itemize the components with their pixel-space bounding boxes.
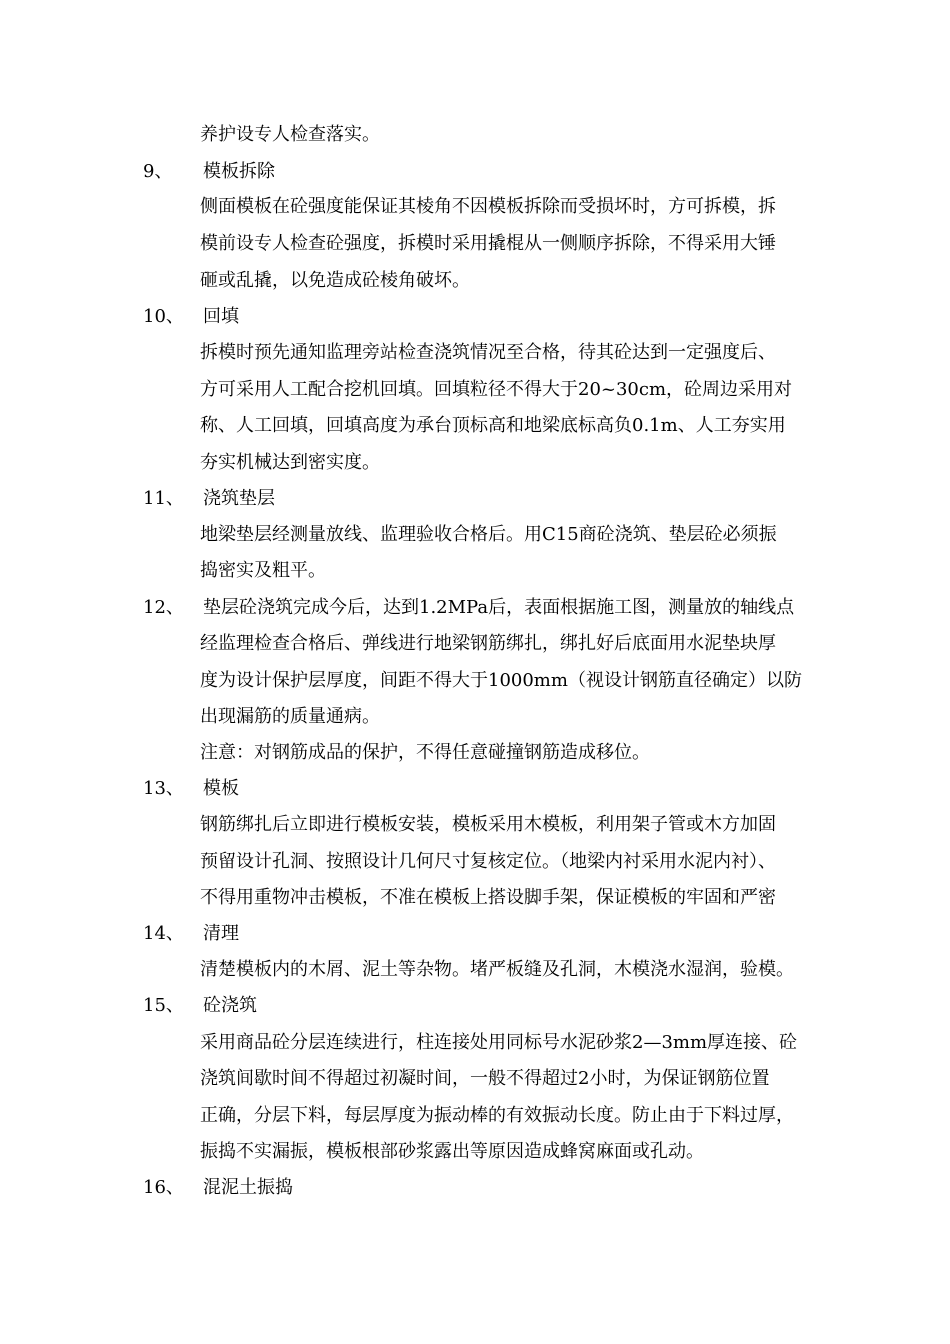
paragraph-line: 夯实机械达到密实度。 [200, 452, 380, 473]
section-number: 12、 [143, 597, 184, 618]
paragraph-line: 出现漏筋的质量通病。 [200, 706, 380, 727]
section-title: 砼浇筑 [203, 995, 257, 1016]
section-number: 16、 [143, 1177, 184, 1198]
intro-line: 养护设专人检查落实。 [200, 124, 380, 145]
section-title: 模板 [203, 778, 239, 799]
section-title: 模板拆除 [203, 161, 275, 182]
paragraph-line: 预留设计孔洞、按照设计几何尺寸复核定位。（地梁内衬采用水泥内衬）、 [200, 851, 776, 872]
section-title: 垫层砼浇筑完成今后，达到1.2MPa后，表面根据施工图，测量放的轴线点 [203, 597, 795, 618]
paragraph-line: 正确，分层下料，每层厚度为振动棒的有效振动长度。防止由于下料过厚， [200, 1105, 794, 1126]
section-number: 10、 [143, 306, 184, 327]
paragraph-line: 经监理检查合格后、弹线进行地梁钢筋绑扎，绑扎好后底面用水泥垫块厚 [200, 633, 776, 654]
paragraph-line: 侧面模板在砼强度能保证其棱角不因模板拆除而受损坏时，方可拆模，拆 [200, 196, 776, 217]
paragraph-line: 清楚模板内的木屑、泥土等杂物。堵严板缝及孔洞，木模浇水湿润，验模。 [200, 959, 794, 980]
section-title: 浇筑垫层 [203, 488, 275, 509]
paragraph-line: 钢筋绑扎后立即进行模板安装，模板采用木模板，利用架子管或木方加固 [200, 814, 776, 835]
section-title: 清理 [203, 923, 239, 944]
paragraph-line: 称、人工回填，回填高度为承台顶标高和地梁底标高负0.1m、人工夯实用 [200, 415, 786, 436]
paragraph-line: 拆模时预先通知监理旁站检查浇筑情况至合格，待其砼达到一定强度后、 [200, 342, 776, 363]
section-number: 11、 [143, 488, 184, 509]
section-number: 15、 [143, 995, 184, 1016]
section-number: 13、 [143, 778, 184, 799]
section-title: 混泥土振捣 [203, 1177, 293, 1198]
paragraph-line: 模前设专人检查砼强度，拆模时采用撬棍从一侧顺序拆除，不得采用大锤 [200, 233, 776, 254]
paragraph-line: 度为设计保护层厚度，间距不得大于1000mm（视设计钢筋直径确定）以防 [200, 670, 802, 691]
paragraph-line: 方可采用人工配合挖机回填。回填粒径不得大于20~30cm，砼周边采用对 [200, 379, 793, 400]
section-number: 14、 [143, 923, 184, 944]
paragraph-line: 采用商品砼分层连续进行，柱连接处用同标号水泥砂浆2—3mm厚连接、砼 [200, 1032, 798, 1053]
section-title: 回填 [203, 306, 239, 327]
paragraph-line: 注意：对钢筋成品的保护，不得任意碰撞钢筋造成移位。 [200, 742, 650, 763]
paragraph-line: 捣密实及粗平。 [200, 560, 326, 581]
paragraph-line: 振捣不实漏振，模板根部砂浆露出等原因造成蜂窝麻面或孔动。 [200, 1141, 704, 1162]
paragraph-line: 地梁垫层经测量放线、监理验收合格后。用C15商砼浇筑、垫层砼必须振 [200, 524, 777, 545]
paragraph-line: 砸或乱撬，以免造成砼棱角破坏。 [200, 270, 470, 291]
section-number: 9、 [143, 161, 173, 182]
paragraph-line: 不得用重物冲击模板，不准在模板上搭设脚手架，保证模板的牢固和严密 [200, 887, 776, 908]
paragraph-line: 浇筑间歇时间不得超过初凝时间，一般不得超过2小时，为保证钢筋位置 [200, 1068, 770, 1089]
